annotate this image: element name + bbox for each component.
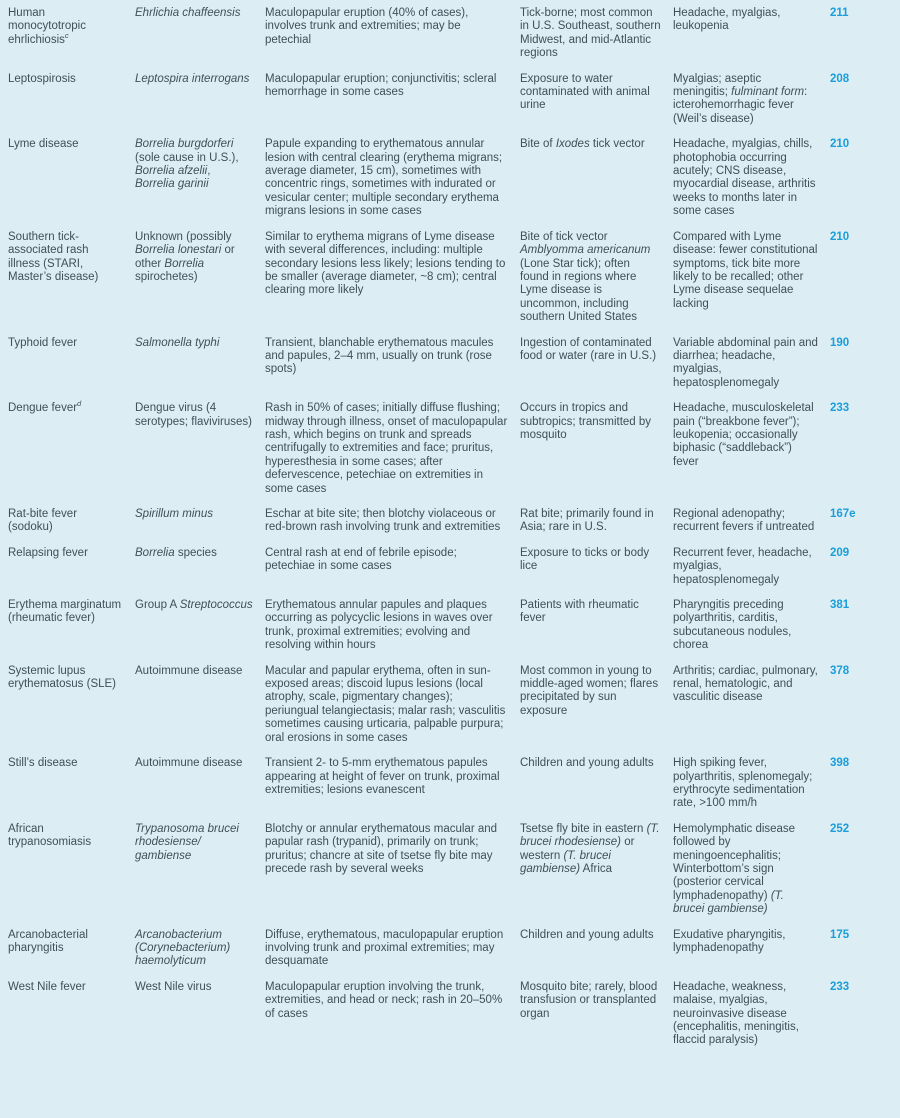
table-row — [0, 981, 900, 1060]
cell-etiology: Ehrlichia chaffeensis — [135, 7, 241, 19]
cell-disease: African trypanosomiasis — [8, 822, 92, 849]
cell-etiology: Group A Streptococcus — [135, 599, 253, 612]
cell-disease: Human monocytotropic ehrlichiosis$^c$ — [8, 7, 86, 46]
table-row — [0, 337, 900, 403]
cell-findings: Regional adenopathy; recurrent fevers if untreated — [673, 508, 815, 534]
cell-disease: Erythema marginatum (rheumatic fever) — [8, 599, 122, 625]
cell-findings: Arthritis; cardiac, pulmonary, renal, hematologic, and vasculitic disease — [673, 664, 818, 704]
cell-chapter: 167e — [830, 508, 856, 520]
table-row — [0, 599, 900, 665]
table-row — [0, 402, 900, 508]
cell-epidemiology: Patients with rheumatic fever — [520, 599, 639, 625]
cell-epidemiology: Occurs in tropics and subtropics; transmitted by mosquito — [520, 402, 652, 441]
cell-disease: Dengue fever$^d$ — [8, 399, 82, 415]
cell-epidemiology: Exposure to ticks or body lice — [520, 546, 650, 573]
cell-description: Blotchy or annular erythematous macular and papular rash (trypanid), primarily on trunk; pruritus; chancre at site of tsetse fly bite may precede rash by several weeks — [265, 822, 498, 875]
cell-disease: Still’s disease — [8, 757, 78, 770]
cell-findings: Exudative pharyngitis, lymphadenopathy — [673, 928, 786, 954]
cell-epidemiology: Children and young adults — [520, 757, 654, 770]
cell-findings: Recurrent fever, headache, myalgias, hepatosplenomegaly — [673, 546, 812, 586]
cell-findings: Headache, musculoskeletal pain (“breakbone fever”); leukopenia; occasionally biphasic (“saddleback”) fever — [673, 402, 814, 468]
cell-findings: Headache, myalgias, leukopenia — [673, 7, 781, 33]
table-row — [0, 665, 900, 757]
cell-chapter: 210 — [830, 138, 850, 151]
cell-chapter: 233 — [830, 402, 850, 415]
cell-findings: Hemolymphatic disease followed by meningoencephalitis; Winterbottom’s sign (posterior cervical lymphadenopathy) (T. brucei gambiense) — [673, 822, 796, 916]
cell-etiology: Leptospira interrogans — [135, 72, 250, 85]
cell-description: Diffuse, erythematous, maculopapular eruption involving trunk and proximal extremities; may desquamate — [265, 928, 504, 968]
cell-epidemiology: Mosquito bite; rarely, blood transfusion or transplanted organ — [520, 980, 658, 1020]
cell-epidemiology: Ingestion of contaminated food or water (rare in U.S.) — [520, 336, 657, 362]
cell-chapter: 381 — [830, 599, 850, 612]
table-row — [0, 929, 900, 981]
cell-etiology: Autoimmune disease — [135, 664, 243, 677]
cell-description: Erythematous annular papules and plaques occurring as polycyclic lesions in waves over trunk, proximal extremities; evolving and resolving within hours — [265, 599, 493, 652]
cell-findings: Compared with Lyme disease: fewer constitutional symptoms, tick bite more likely to be recalled; other Lyme disease sequelae lacking — [673, 230, 818, 310]
cell-description: Central rash at end of febrile episode; petechiae in some cases — [265, 546, 457, 573]
cell-epidemiology: Bite of Ixodes tick vector — [520, 138, 645, 151]
cell-disease: Systemic lupus erythematosus (SLE) — [8, 664, 117, 691]
cell-findings: Headache, myalgias, chills, photophobia occurring acutely; CNS disease, myocardial disease, arthritis weeks to months later in some cases — [673, 138, 816, 218]
cell-description: Transient 2- to 5-mm erythematous papules appearing at height of fever on trunk, proximal extremities; lesions evanescent — [265, 757, 500, 796]
cell-epidemiology: Children and young adults — [520, 928, 654, 941]
cell-chapter: 378 — [830, 664, 850, 677]
cell-description: Maculopapular eruption (40% of cases), involves trunk and extremities; may be petechial — [265, 7, 469, 46]
table-row — [0, 231, 900, 337]
cell-etiology: Autoimmune disease — [135, 757, 243, 770]
cell-findings: High spiking fever, polyarthritis, splenomegaly; erythrocyte sedimentation rate, >100 mm/​h — [673, 757, 813, 810]
cell-disease: Relapsing fever — [8, 546, 88, 559]
cell-epidemiology: Exposure to water contaminated with animal urine — [520, 72, 650, 112]
cell-chapter: 175 — [830, 928, 850, 941]
cell-epidemiology: Most common in young to middle-aged women; flares precipitated by sun exposure — [520, 664, 659, 717]
cell-findings: Myalgias; aseptic meningitis; fulminant form: icterohemorrhagic fever (Weil’s disease) — [673, 72, 808, 125]
cell-etiology: Trypanosoma brucei rhodesiense/​gambiense — [135, 822, 239, 862]
cell-chapter: 233 — [830, 980, 850, 993]
cell-description: Eschar at bite site; then blotchy violaceous or red-brown rash involving trunk and extremities — [265, 508, 501, 534]
table-row — [0, 547, 900, 599]
table-row — [0, 823, 900, 929]
cell-etiology: Spirillum minus — [135, 508, 213, 520]
table-row — [0, 0, 900, 73]
cell-description: Transient, blanchable erythematous macules and papules, 2–4 mm, usually on trunk (rose spots) — [265, 336, 494, 376]
cell-chapter: 190 — [830, 336, 850, 349]
cell-etiology: Dengue virus (4 serotypes; flaviviruses) — [135, 402, 252, 428]
cell-description: Similar to erythema migrans of Lyme disease with several differences, including: multiple secondary lesions less likely; lesions tending to be smaller (average diameter, ~8 cm); central clearing more likely — [265, 230, 506, 297]
cell-disease: Rat-bite fever (sodoku) — [8, 508, 78, 534]
table-row — [0, 138, 900, 230]
cell-chapter: 211 — [830, 7, 849, 19]
cell-chapter: 210 — [830, 230, 850, 243]
table-row — [0, 508, 900, 547]
cell-epidemiology: Tick-borne; most common in U.S. Southeast, southern Midwest, and mid-Atlantic regions — [520, 7, 661, 60]
cell-chapter: 398 — [830, 757, 850, 770]
cell-epidemiology: Tsetse fly bite in eastern (T. brucei rhodesiense) or western (T. brucei gambiense) Africa — [520, 822, 660, 875]
cell-chapter: 208 — [830, 72, 850, 85]
cell-disease: Lyme disease — [8, 138, 79, 151]
cell-chapter: 209 — [830, 546, 850, 559]
cell-findings: Variable abdominal pain and diarrhea; headache, myalgias, hepatosplenomegaly — [673, 336, 818, 389]
cell-epidemiology: Rat bite; primarily found in Asia; rare in U.S. — [520, 508, 654, 534]
cell-findings: Pharyngitis preceding polyarthritis, carditis, subcutaneous nodules, chorea — [673, 599, 792, 652]
cell-disease: Typhoid fever — [8, 336, 78, 349]
cell-etiology: Borrelia species — [135, 546, 217, 559]
cell-disease: Arcanobacterial pharyngitis — [8, 928, 88, 954]
cell-description: Rash in 50% of cases; initially diffuse flushing; midway through illness, onset of maculopapular rash, which begins on trunk and spreads centrifugally to extremities and face; pruritus, hyperesthesia in some cases; after defervescence, petechiae on extremities in some cases — [265, 402, 508, 495]
cell-etiology: West Nile virus — [135, 980, 212, 993]
cell-description: Maculopapular eruption involving the trunk, extremities, and head or neck; rash in 20–50% of cases — [265, 980, 503, 1020]
cell-description: Papule expanding to erythematous annular lesion with central clearing (erythema migrans; average diameter, 15 cm), sometimes with concentric rings, sometimes with indurated or vesicular center; multiple secondary erythema migrans lesions in some cases — [265, 138, 503, 218]
cell-disease: West Nile fever — [8, 980, 86, 993]
cell-etiology: Salmonella typhi — [135, 336, 220, 349]
table-row — [0, 73, 900, 139]
cell-etiology: Borrelia burgdorferi (sole cause in U.S.), Borrelia afzelii, Borrelia garinii — [135, 138, 239, 191]
cell-description: Maculopapular eruption; conjunctivitis; scleral hemorrhage in some cases — [265, 72, 497, 99]
cell-etiology: Unknown (possibly Borrelia lonestari or other Borrelia spirochetes) — [135, 230, 235, 283]
cell-etiology: Arcanobacterium (Corynebacterium) haemolyticum — [135, 928, 231, 968]
table-row — [0, 757, 900, 823]
cell-description: Macular and papular erythema, often in sun-exposed areas; discoid lupus lesions (local atrophy, scale, pigmentary changes); periungual telangiectasis; malar rash; vasculitis sometimes causing urticaria, palpable purpura; oral erosions in some cases — [265, 664, 506, 744]
cell-findings: Headache, weakness, malaise, myalgias, neuroinvasive disease (encephalitis, meningitis, flaccid paralysis) — [673, 980, 799, 1047]
cell-chapter: 252 — [830, 822, 850, 835]
cell-disease: Southern tick-associated rash illness (STARI, Master’s disease) — [8, 230, 99, 283]
cell-disease: Leptospirosis — [8, 72, 76, 85]
cell-epidemiology: Bite of tick vector Amblyomma americanum (Lone Star tick); often found in regions where Lyme disease is uncommon, including southern United States — [520, 230, 651, 324]
